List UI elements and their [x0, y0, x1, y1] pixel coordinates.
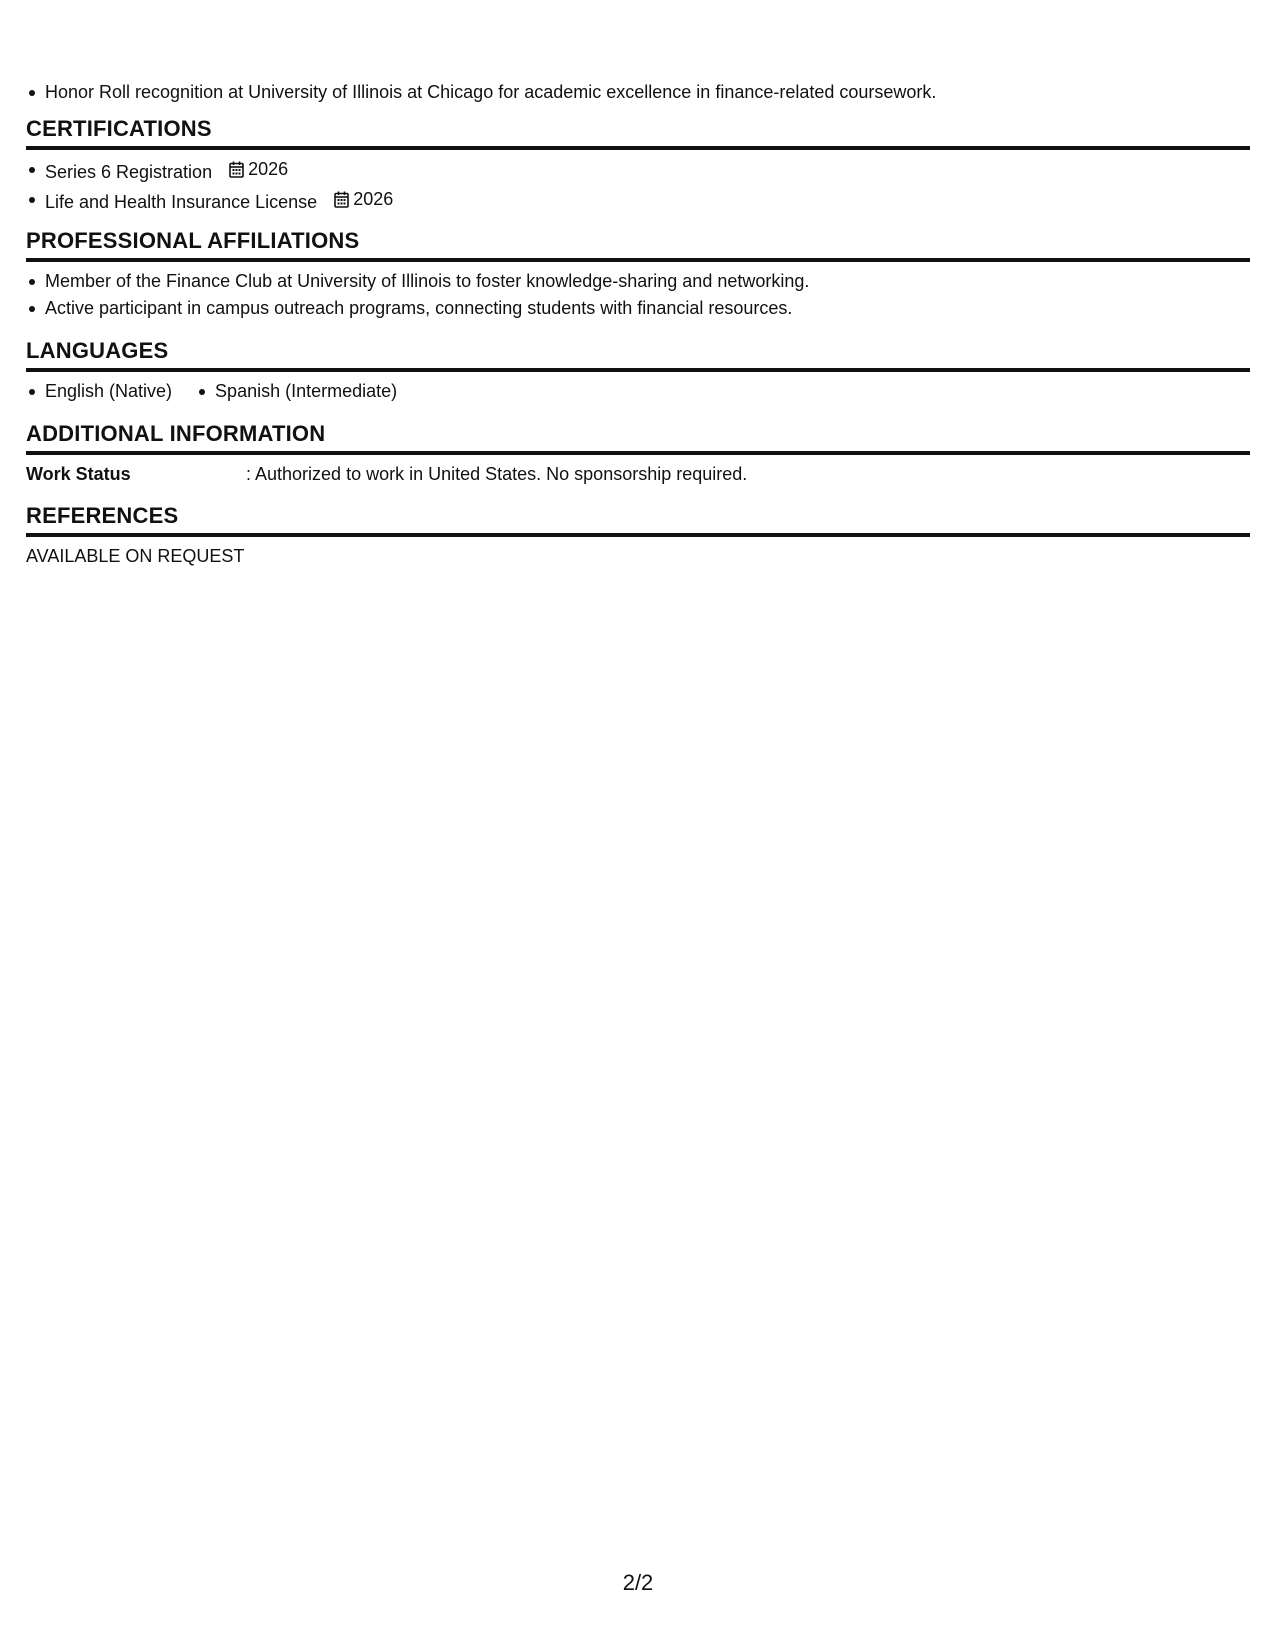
- references-text: AVAILABLE ON REQUEST: [26, 546, 245, 566]
- languages-section: [26, 338, 1250, 405]
- list-item: English (Native): [26, 378, 172, 405]
- page-number: 2/2: [622, 1570, 654, 1595]
- honors-list: [26, 79, 936, 106]
- certification-name: Life and Health Insurance License: [45, 192, 318, 212]
- references-section: [26, 503, 1250, 570]
- affiliations-list: [26, 268, 1250, 322]
- list-item: [26, 156, 1250, 186]
- work-status-row: [26, 461, 1250, 488]
- list-item: Spanish (Intermediate): [196, 378, 397, 405]
- work-status-label: Work Status: [26, 464, 131, 484]
- calendar-icon: [229, 161, 244, 178]
- affiliations-section: [26, 228, 1250, 322]
- section-title: ADDITIONAL INFORMATION: [26, 421, 1250, 455]
- calendar-icon: [334, 191, 349, 208]
- section-title: CERTIFICATIONS: [26, 116, 1250, 150]
- work-status-value: : Authorized to work in United States. No sponsorship required.: [246, 464, 748, 484]
- certification-year: 2026: [248, 159, 289, 179]
- additional-information-section: [26, 421, 1250, 488]
- certification-date: [229, 156, 288, 183]
- section-title: LANGUAGES: [26, 338, 1250, 372]
- certification-year: 2026: [353, 189, 394, 209]
- certifications-section: [26, 116, 1250, 216]
- list-item: [26, 186, 1250, 216]
- certifications-list: [26, 156, 1250, 216]
- list-item: Active participant in campus outreach programs, connecting students with financial resources.: [26, 295, 1250, 322]
- list-item: Honor Roll recognition at University of Illinois at Chicago for academic excellence in finance-related coursework.: [26, 79, 936, 106]
- certification-date: [334, 186, 393, 213]
- list-item: Member of the Finance Club at University of Illinois to foster knowledge-sharing and networking.: [26, 268, 1250, 295]
- section-title: PROFESSIONAL AFFILIATIONS: [26, 228, 1250, 262]
- languages-list: [26, 378, 1250, 405]
- section-title: REFERENCES: [26, 503, 1250, 537]
- resume-page: [26, 0, 1250, 1650]
- certification-name: Series 6 Registration: [45, 162, 213, 182]
